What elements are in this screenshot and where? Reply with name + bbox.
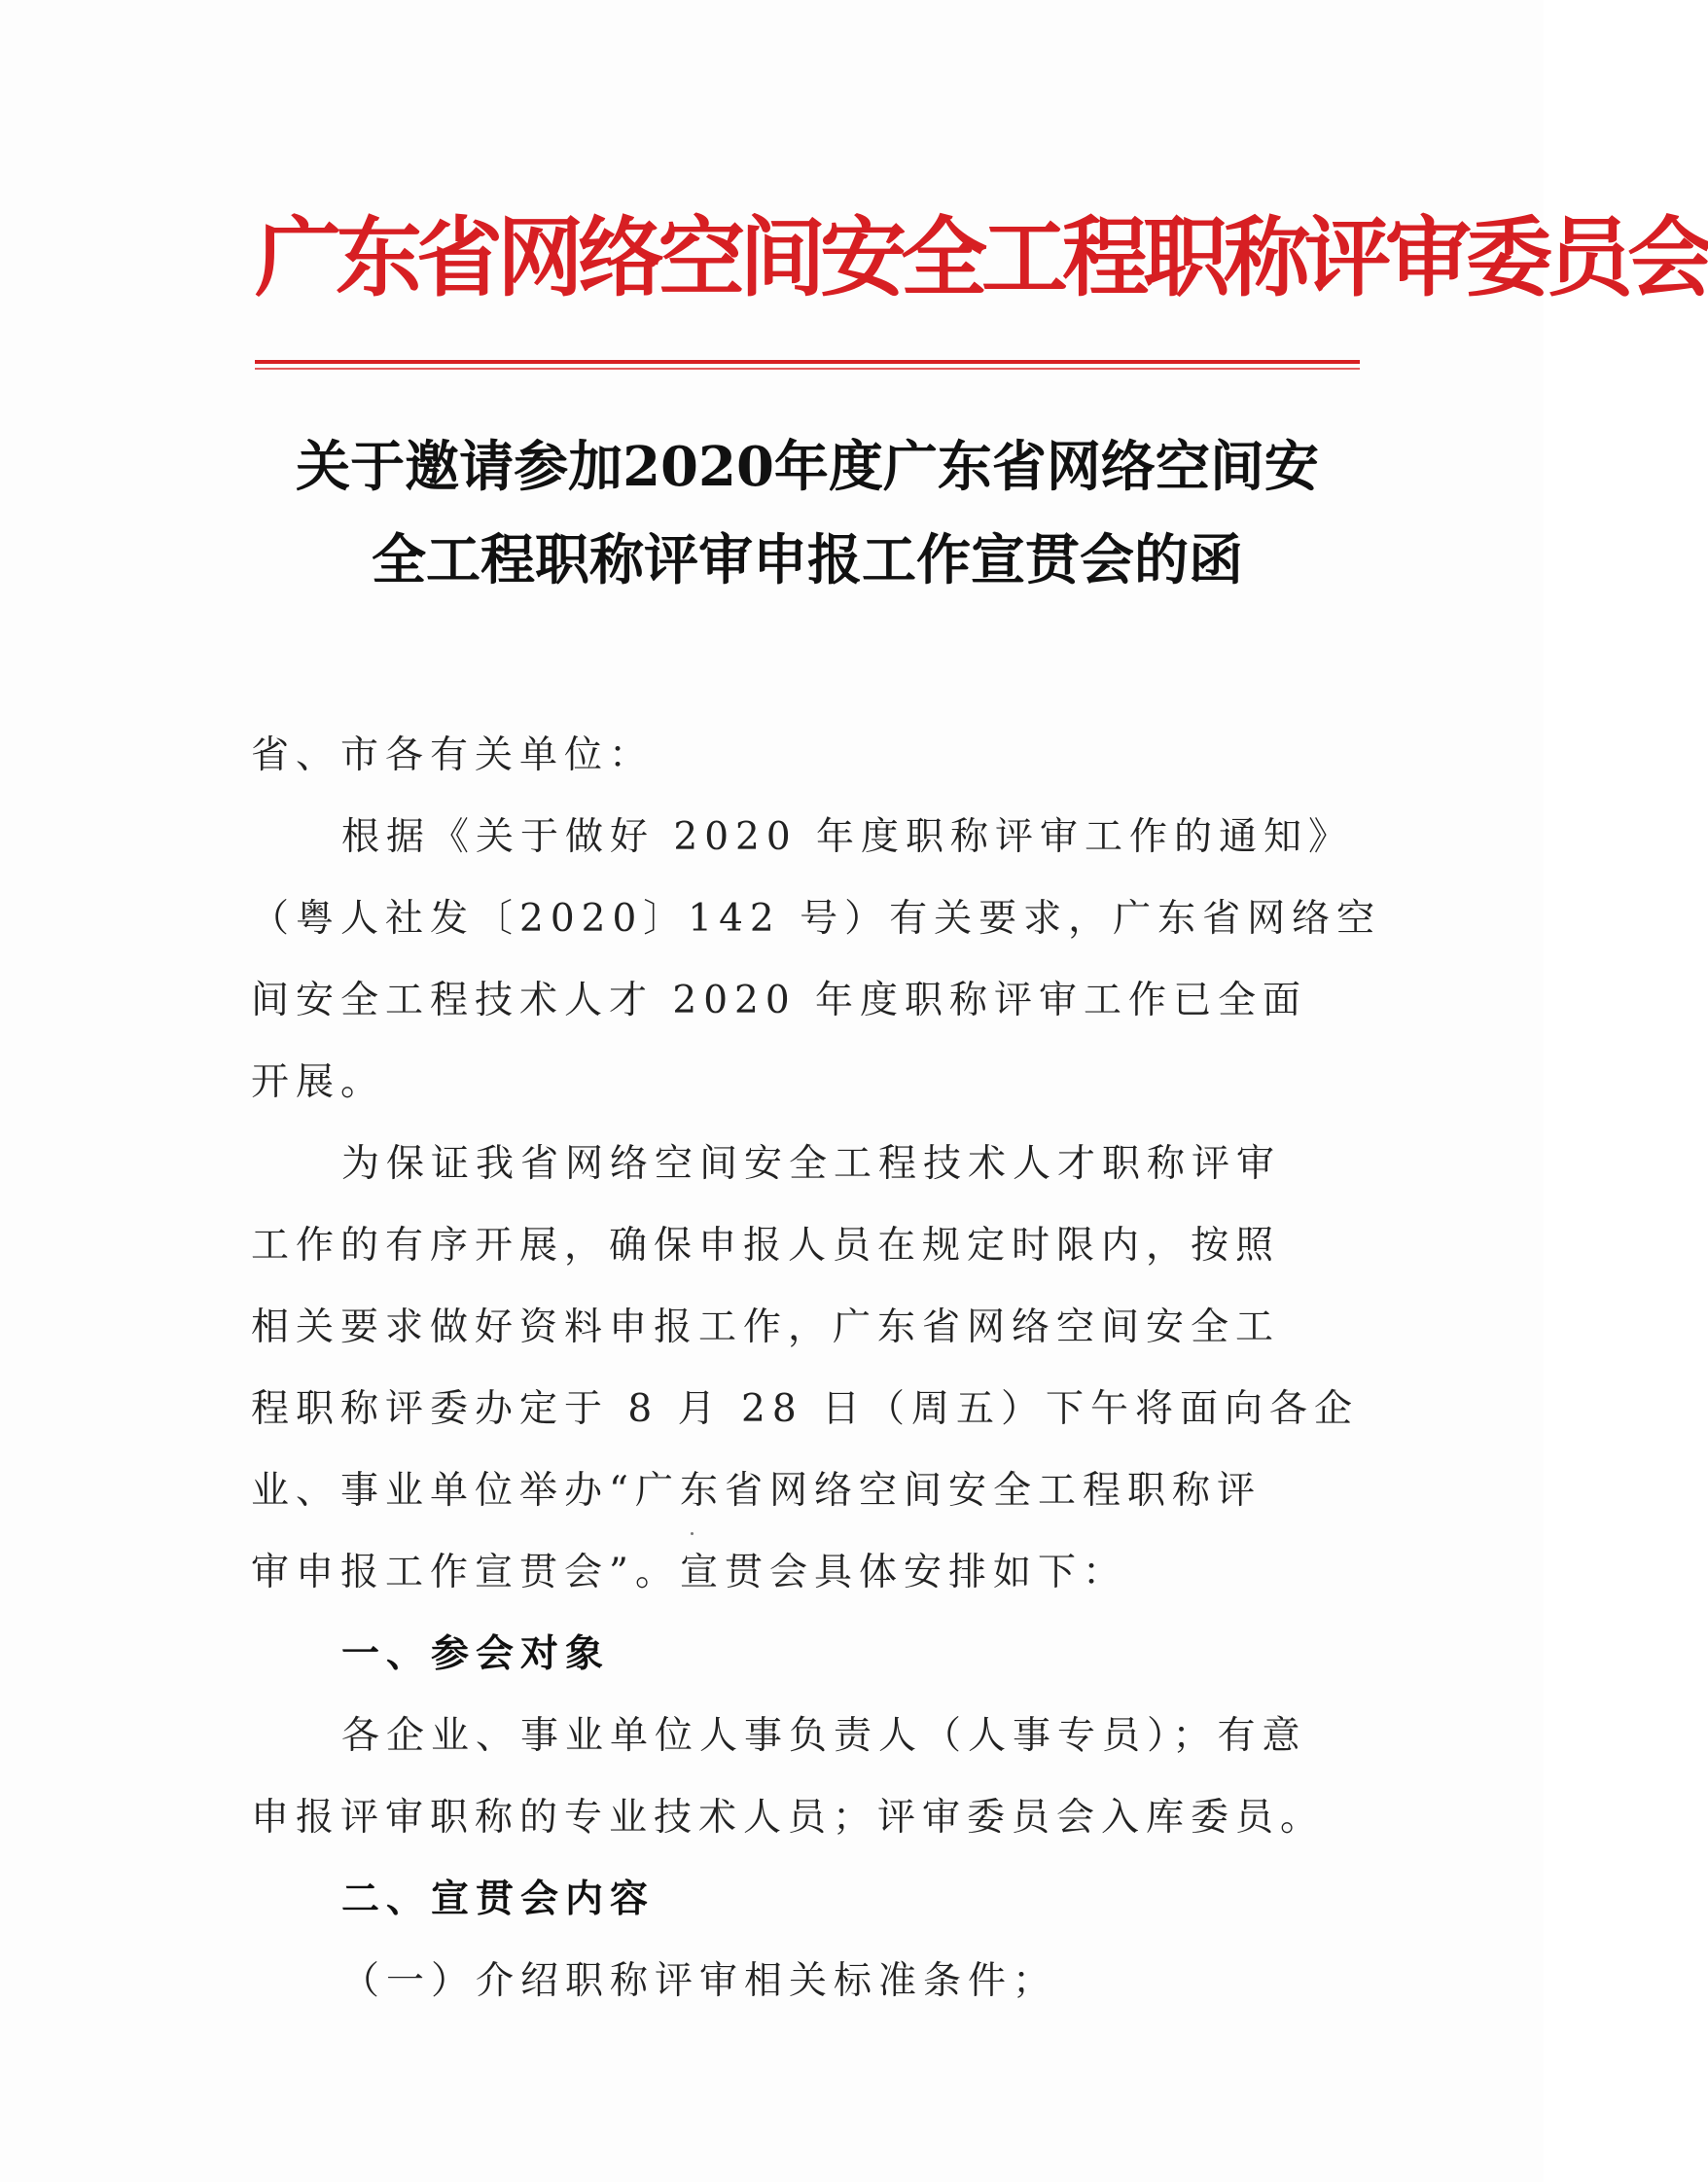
scan-speck [691,1532,694,1535]
section-1-line-2: 申报评审职称的专业技术人员；评审委员会入库委员。 [251,1796,1326,1840]
paragraph-2-line-1: 为保证我省网络空间安全工程技术人才职称评审 [341,1142,1282,1186]
paragraph-2-line-5: 业、事业单位举办“广东省网络空间安全工程职称评 [251,1469,1262,1513]
organization-letterhead: 广东省网络空间安全工程职称评审委员会 [255,207,1708,308]
paragraph-2-line-3: 相关要求做好资料申报工作，广东省网络空间安全工 [251,1306,1281,1349]
paragraph-2-line-6: 审申报工作宣贯会”。宣贯会具体安排如下： [251,1551,1127,1594]
section-2-heading: 二、宣贯会内容 [341,1878,656,1921]
paragraph-1-line-3: 间安全工程技术人才 2020 年度职称评审工作已全面 [251,979,1308,1022]
salutation: 省、市各有关单位： [251,733,655,777]
document-body [251,715,1382,2022]
section-1-line-1: 各企业、事业单位人事负责人（人事专员）；有意 [341,1714,1307,1758]
document-title-line-2: 全工程职称评审申报工作宣贯会的函 [372,528,1243,592]
letterhead-red-rule-thin [255,368,1360,370]
paragraph-2-line-2: 工作的有序开展，确保申报人员在规定时限内，按照 [251,1224,1281,1268]
paragraph-1-line-2: （粤人社发〔2020〕142 号）有关要求，广东省网络空 [251,897,1382,941]
paragraph-2-line-4: 程职称评委办定于 8 月 28 日（周五）下午将面向各企 [251,1387,1360,1431]
paragraph-1-line-4: 开展。 [251,1060,386,1104]
letterhead-red-rule [255,360,1360,364]
section-1-heading: 一、参会对象 [341,1632,611,1676]
paragraph-1-line-1: 根据《关于做好 2020 年度职称评审工作的通知》 [341,815,1354,859]
document-title-line-1: 关于邀请参加2020年度广东省网络空间安 [296,435,1319,499]
section-2-item-1: （一）介绍职称评审相关标准条件； [341,1959,1058,2003]
document-title [255,420,1360,607]
